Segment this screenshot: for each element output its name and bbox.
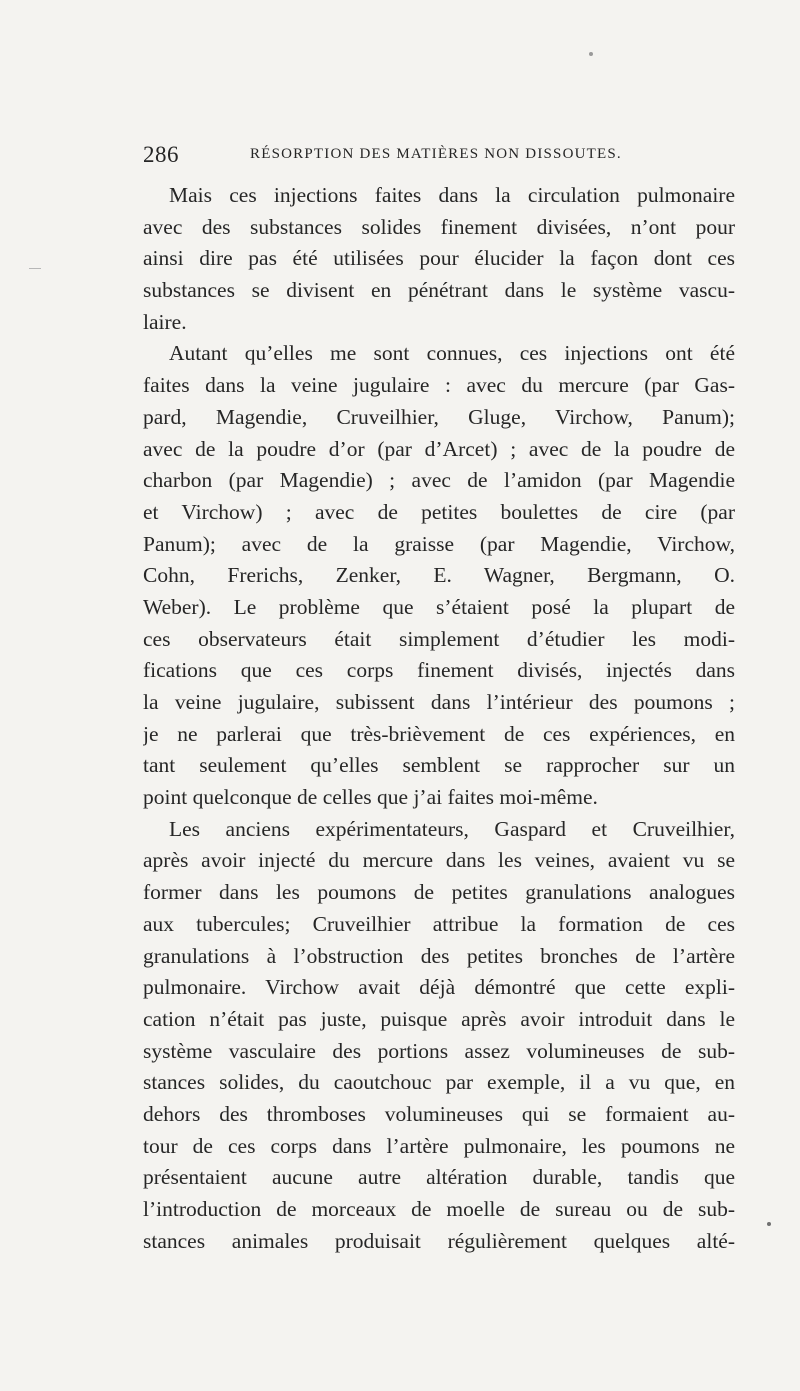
text-line: cation n’était pas juste, puisque après avoir introduit dans le <box>143 1006 735 1031</box>
text-line: substances se divisent en pénétrant dans le système vascu- <box>143 278 735 303</box>
page-number: 286 <box>143 142 179 167</box>
text-line: dehors des thromboses volumineuses qui se formaient au- <box>143 1101 735 1126</box>
text-line: point quelconque de celles que j’ai faites moi-même. <box>143 785 598 810</box>
text-line: je ne parlerai que très-brièvement de ces expériences, en <box>143 721 735 746</box>
page-header <box>143 142 733 176</box>
margin-mark <box>29 268 41 269</box>
text-line: tant seulement qu’elles semblent se rapprocher sur un <box>143 753 735 778</box>
text-line: Cohn, Frerichs, Zenker, E. Wagner, Bergmann, O. <box>143 563 735 588</box>
text-line: Weber). Le problème que s’étaient posé la plupart de <box>143 594 735 619</box>
text-line: système vasculaire des portions assez volumineuses de sub- <box>143 1038 735 1063</box>
running-head: RÉSORPTION DES MATIÈRES NON DISSOUTES. <box>250 146 622 162</box>
text-line: pard, Magendie, Cruveilhier, Gluge, Virchow, Panum); <box>143 404 735 429</box>
text-line: après avoir injecté du mercure dans les veines, avaient vu se <box>143 848 735 873</box>
text-line: stances solides, du caoutchouc par exemple, il a vu que, en <box>143 1070 735 1095</box>
text-line: avec de la poudre d’or (par d’Arcet) ; avec de la poudre de <box>143 436 735 461</box>
text-line: l’introduction de morceaux de moelle de sureau ou de sub- <box>143 1197 735 1221</box>
text-line: granulations à l’obstruction des petites bronches de l’artère <box>143 943 735 968</box>
text-line: avec des substances solides finement divisées, n’ont pour <box>143 214 735 239</box>
text-line: Les anciens expérimentateurs, Gaspard et Cruveilhier, <box>169 816 735 841</box>
text-line: aux tubercules; Cruveilhier attribue la formation de ces <box>143 911 735 936</box>
text-line: Autant qu’elles me sont connues, ces injections ont été <box>169 341 735 366</box>
print-speck <box>589 52 593 56</box>
body-text <box>143 180 735 1257</box>
text-line: fications que ces corps finement divisés, injectés dans <box>143 658 735 683</box>
text-line: la veine jugulaire, subissent dans l’intérieur des poumons ; <box>143 690 735 714</box>
text-line: présentaient aucune autre altération durable, tandis que <box>143 1165 735 1190</box>
text-line: laire. <box>143 309 187 334</box>
text-line: former dans les poumons de petites granulations analogues <box>143 880 735 905</box>
text-line: ces observateurs était simplement d’étudier les modi- <box>143 626 735 651</box>
text-line: et Virchow) ; avec de petites boulettes de cire (par <box>143 499 735 524</box>
text-line: Panum); avec de la graisse (par Magendie, Virchow, <box>143 531 735 556</box>
text-line: charbon (par Magendie) ; avec de l’amidon (par Magendie <box>143 468 735 493</box>
text-line: stances animales produisait régulièrement quelques alté- <box>143 1228 735 1253</box>
margin-speck <box>767 1222 771 1226</box>
text-line: ainsi dire pas été utilisées pour élucider la façon dont ces <box>143 246 735 271</box>
text-line: faites dans la veine jugulaire : avec du mercure (par Gas- <box>143 373 735 398</box>
text-line: pulmonaire. Virchow avait déjà démontré que cette expli- <box>143 975 735 1000</box>
text-line: tour de ces corps dans l’artère pulmonaire, les poumons ne <box>143 1133 735 1158</box>
text-line: Mais ces injections faites dans la circulation pulmonaire <box>169 183 735 207</box>
